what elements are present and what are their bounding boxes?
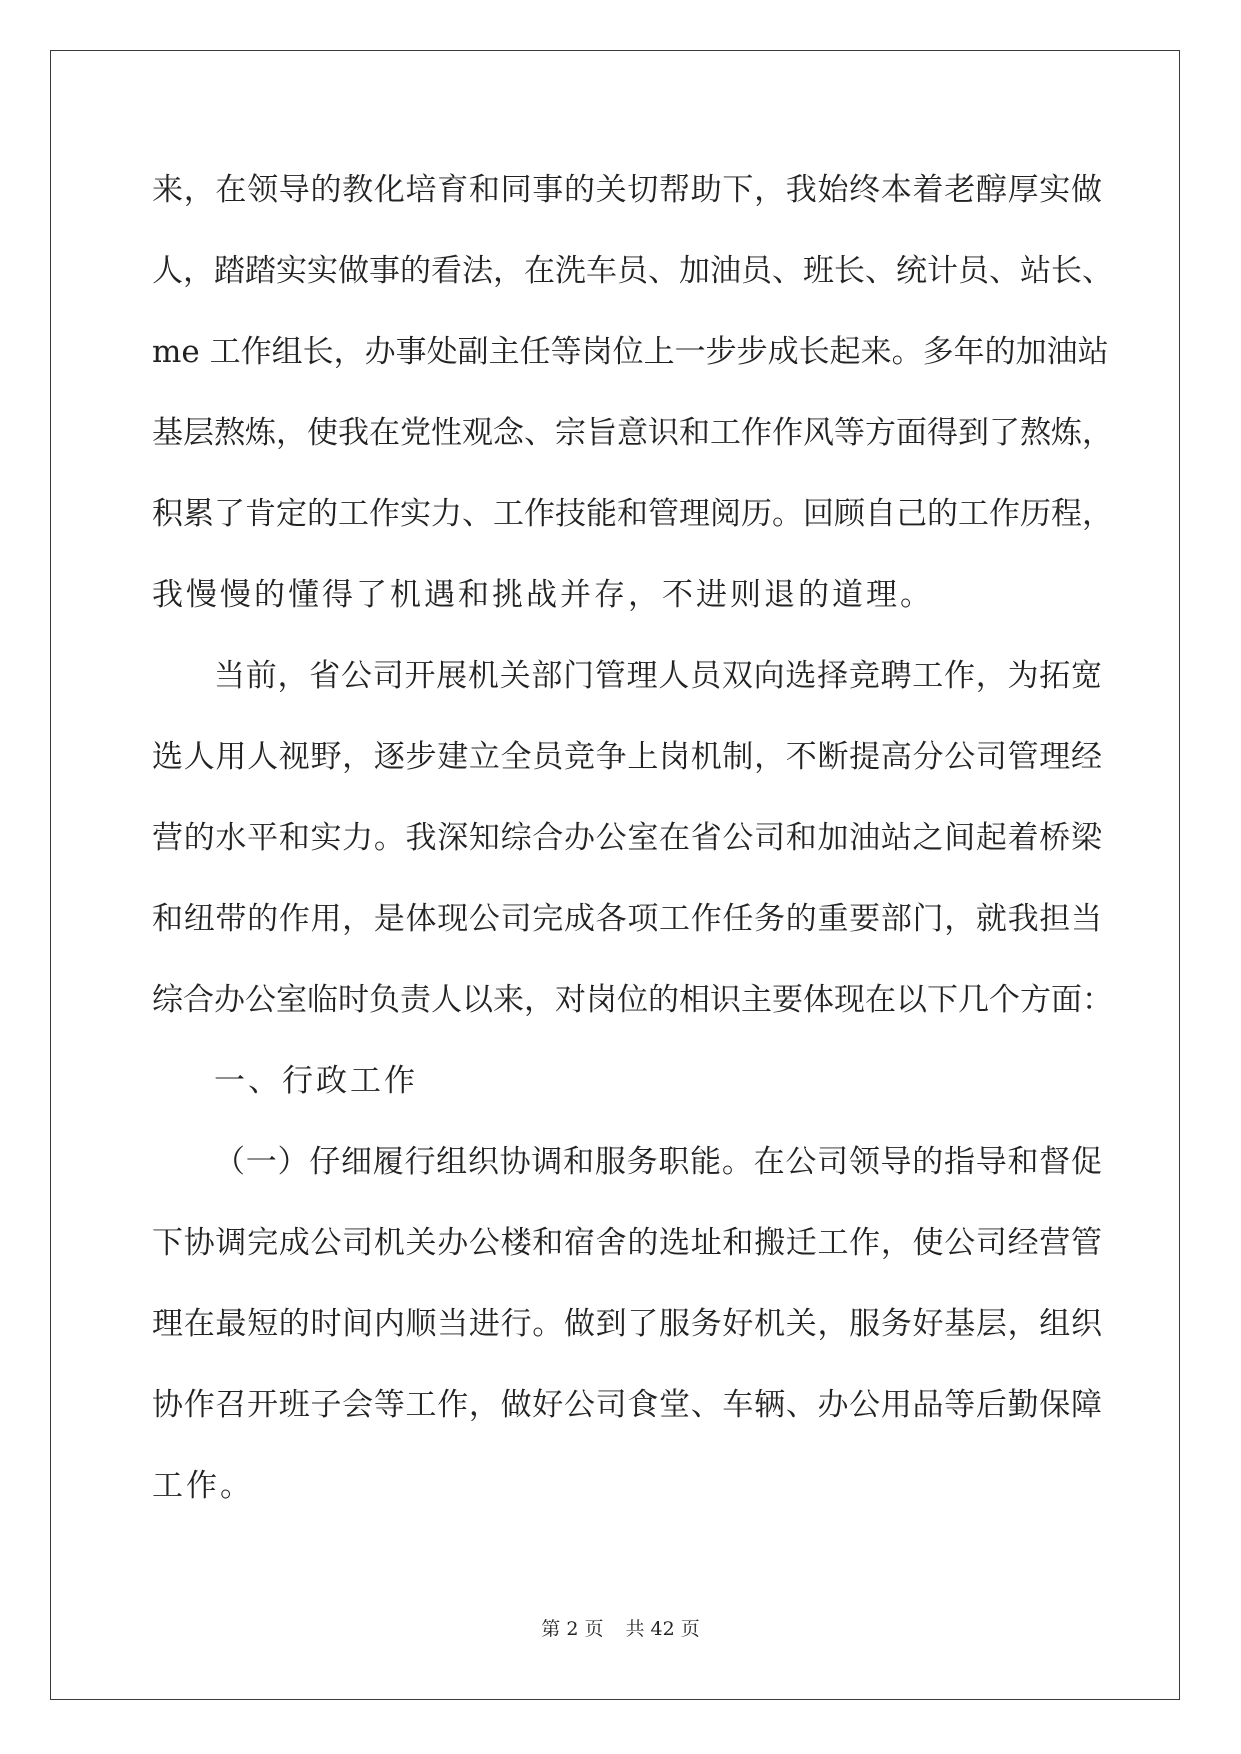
text-line: 和纽带的作用，是体现公司完成各项工作任务的重要部门，就我担当: [152, 901, 1102, 937]
paragraph-first-line: 当前，省公司开展机关部门管理人员双向选择竞聘工作，为拓宽: [214, 658, 1102, 694]
section-heading: 一、行政工作: [214, 1063, 418, 1099]
text-line: 人，踏踏实实做事的看法，在洗车员、加油员、班长、统计员、站长、: [152, 253, 1113, 289]
text-line: 综合办公室临时负责人以来，对岗位的相识主要体现在以下几个方面：: [152, 982, 1113, 1018]
text-line: 来，在领导的教化培育和同事的关切帮助下，我始终本着老醇厚实做: [152, 172, 1102, 208]
text-line: 营的水平和实力。我深知综合办公室在省公司和加油站之间起着桥梁: [152, 820, 1102, 856]
text-line: 积累了肯定的工作实力、工作技能和管理阅历。回顾自己的工作历程，: [152, 496, 1113, 532]
text-line: 理在最短的时间内顺当进行。做到了服务好机关，服务好基层，组织: [152, 1306, 1102, 1342]
page-number: 第 2 页: [541, 1618, 604, 1640]
text-line: 基层熬炼，使我在党性观念、宗旨意识和工作作风等方面得到了熬炼，: [152, 415, 1113, 451]
text-line: 选人用人视野，逐步建立全员竞争上岗机制，不断提高分公司管理经: [152, 739, 1102, 775]
text-line: 工作。: [152, 1468, 254, 1504]
paragraph-first-line: （一）仔细履行组织协调和服务职能。在公司领导的指导和督促: [214, 1144, 1102, 1180]
document-body: [152, 162, 1113, 1539]
text-line: 下协调完成公司机关办公楼和宿舍的选址和搬迁工作，使公司经营管: [152, 1225, 1102, 1261]
page-total: 共 42 页: [625, 1618, 700, 1640]
text-line: 我慢慢的懂得了机遇和挑战并存，不进则退的道理。: [152, 577, 934, 613]
text-line: me 工作组长，办事处副主任等岗位上一步步成长起来。多年的加油站: [152, 334, 1109, 370]
text-line: 协作召开班子会等工作，做好公司食堂、车辆、办公用品等后勤保障: [152, 1387, 1102, 1423]
page-footer: [0, 1614, 1241, 1641]
